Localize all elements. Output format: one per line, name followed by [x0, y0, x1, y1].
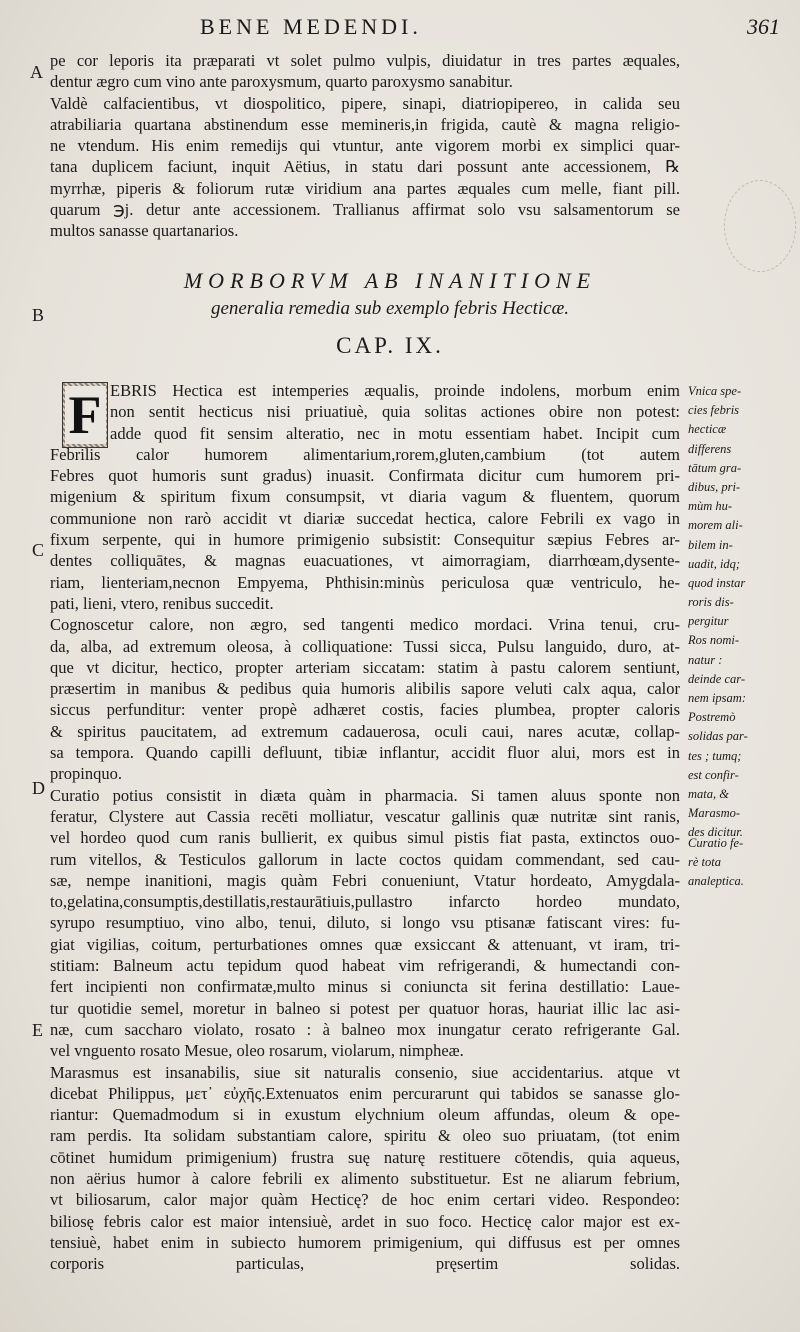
sidenote-line: tātum gra-: [688, 460, 742, 475]
sidenote-line: mùm hu-: [688, 499, 733, 514]
text-line: Febrilis calor humorem alimentarium,rorem,gluten,cambium (tot autem: [50, 444, 680, 464]
sidenote-line: Ros nomi-: [688, 633, 740, 648]
text-line: atrabiliaria quartana abstinendum esse memineris,in frigida, cautè & magna religio-: [50, 114, 680, 134]
text-line: communione non rarò accidit vt diariæ succedat hectica, calore Febrili ex vago in: [50, 508, 680, 528]
text-line: Marasmus est insanabilis, siue sit naturalis consenio, siue accidentarius. atque vt: [50, 1062, 680, 1082]
text-line: pe cor leporis ita præparati vt solet pulmo vulpis, diuidatur in tres partes æquales,: [50, 51, 680, 70]
main-text: [50, 444, 680, 1296]
text-line: stitiam: Balneum actu tepidum quod habeat vim refrigerandi, & humectandi con-: [50, 956, 680, 976]
sidenote-line: dibus, pri-: [688, 479, 741, 494]
sidenote-line: bilem in-: [688, 537, 733, 552]
text-line: adde quod fit sensim alteratio, nec in motu essentiam habet. Incipit cum: [110, 423, 680, 443]
top-section: [50, 50, 680, 242]
text-line: myrrhæ, piperis & foliorum rutæ viridium ana partes æquales cum melle, fiant pill.: [50, 178, 680, 198]
sidenote-line: morem ali-: [688, 518, 743, 533]
margin-letter-d: D: [32, 778, 45, 798]
sidenote-line: Postremò: [688, 710, 736, 725]
text-line: tana duplicem faciunt, inquit Aëtius, in statu dari possunt ante accessionem, ℞: [50, 157, 680, 177]
text-line: [50, 1274, 680, 1295]
sidenote-line: Marasmo-: [688, 806, 741, 821]
margin-letter-a: A: [30, 62, 43, 82]
text-line: non sentit hecticus nisi priuatiuè, quia solitas actiones obire non potest:: [110, 402, 680, 422]
text-line: ne vtendum. His enim remedijs qui vtuntur, ante vigorem morbi ex simplici quar-: [50, 136, 680, 156]
sidenote-line: mata, &: [688, 786, 729, 801]
margin-letter-b: B: [32, 305, 45, 325]
sidenote-line: deinde car-: [688, 671, 746, 686]
text-line: tur quotidie semel, moretur in balneo si potest per quatuor horas, hauriat illic lac asi-: [50, 998, 680, 1018]
running-head: BENE MEDENDI.: [200, 14, 422, 39]
sidenote-line: nem ipsam:: [688, 691, 746, 705]
text-line: feratur, Clystere aut Cassia recēti molliatur, vescatur gallinis quæ nutritæ sint ranis,: [50, 806, 680, 826]
sidenote-line: cies febris: [688, 403, 740, 418]
text-line: cōtinet humidum primigenium) frustra suę naturę restituere cōtendis, quia aqueus,: [50, 1147, 680, 1167]
text-line: siccus perfunditur: venter propè adhæret costis, facies plumbea, propter caloris: [50, 700, 680, 720]
sidenote-line: analeptica.: [688, 874, 744, 889]
text-line: migenium & spiritum fixum consumpsit, vt diaria vagum & fluentem, quorum: [50, 487, 680, 507]
sidenote-line: rè tota: [688, 855, 721, 870]
text-line: Curatio potius consistit in diæta quàm in pharmacia. Si tamen aluus sponte non: [50, 785, 680, 805]
text-line: biliosę febris calor est maior intensiuè, ardet in suo foco. Hecticę calor major est ex-: [50, 1211, 680, 1231]
text-line: multos sanasse quartanarios.: [50, 221, 239, 241]
margin-letter-c: C: [32, 540, 45, 560]
marginal-note-hectica: [688, 382, 798, 843]
text-line: præsertim in manibus & pedibus quia humoris alibilis sapore veluti calx aqua, calor: [50, 679, 680, 699]
section-subtitle: generalia remedia sub exemplo febris Hecticæ.: [210, 298, 570, 319]
chapter-heading: CAP. IX.: [336, 333, 444, 358]
sidenote-line: Curatio fe-: [688, 836, 744, 850]
text-line: fixum serpente, qui in humore primigenio subsistit: Consequitur sæpius Febres ar-: [50, 530, 680, 550]
text-line: riantur: Quemadmodum si in exustum elychnium oleum affundas, oleum & ope-: [50, 1105, 680, 1125]
sidenote-line: est confir-: [688, 767, 739, 782]
sidenote-line: roris dis-: [688, 595, 734, 610]
text-line: Valdè calfacientibus, vt diospolitico, pipere, sinapi, diatriopipereo, in calida seu: [50, 93, 680, 113]
text-line: vt biliosarum, calor major quàm Hecticę? de hoc enim certari video. Respondeo:: [50, 1190, 680, 1210]
text-line: tensiuè, habet enim in subiecto humorem primigenium, qui diffusus est per omnes: [50, 1232, 680, 1252]
page-number: 361: [747, 14, 780, 39]
text-line: sæ, nempe inanitioni, magis quàm Febri conueniunt, Vtatur hordeato, Amygdala-: [50, 870, 680, 890]
main-text-indented: [110, 380, 680, 444]
text-line: corporis particulas, pręsertim solidas.: [50, 1254, 680, 1274]
text-line: dentur ægro cum vino ante paroxysmum, quarto paroxysmo sanabitur.: [50, 72, 513, 92]
decorated-initial: [62, 382, 108, 448]
sidenote-line: differens: [688, 441, 732, 456]
section-title: MORBORVM AB INANITIONE: [183, 268, 597, 293]
sidenote-line: hecticæ: [688, 422, 727, 437]
page-header: [200, 14, 780, 44]
sidenote-line: solidas par-: [688, 729, 748, 744]
text-line: næ, cum saccharo violato, rosato : à balneo mox inungatur cerato refrigerante Gal.: [50, 1019, 680, 1039]
text-line: EBRIS Hectica est intemperies æqualis, proinde indolens, morbum enim: [110, 381, 680, 400]
text-line: pati, lieni, vtero, renibus succedit.: [50, 593, 274, 613]
sidenote-line: tes ; tumq;: [688, 748, 742, 763]
sidenote-line: natur :: [688, 652, 723, 667]
text-line: propinquo.: [50, 764, 122, 784]
text-line: syrupo resumptiuo, vino albo, tenui, diluto, si longo vsu ptisanæ fatiscant vires: fu-: [50, 913, 680, 933]
text-line: quarum ℈j. detur ante accessionem. Trallianus affirmat solo vsu salsamentorum se: [50, 200, 680, 220]
initial-letter: F: [65, 386, 106, 444]
marginal-note-curatio: [688, 834, 798, 892]
text-line: riam, lienteriam,necnon Empyema, Phthisin:minùs periculosa quæ ventriculo, he-: [50, 572, 680, 592]
text-line: dentes colliquātes, & magnas euacuationes, vt aimorragiam, diarrhœam,dysente-: [50, 551, 680, 571]
text-line: giat vigilias, coitum, perturbationes omnes quæ exsiccant & attenuant, vt iram, tri-: [50, 934, 680, 954]
sidenote-line: uadit, idq;: [688, 556, 741, 571]
text-line: rum vitellos, & Testiculos gallorum in lacte coctos quidam commendant, sed cau-: [50, 849, 680, 869]
text-line: fert incipienti non confirmatæ,multo minus si coniuncta sit ferina destillatio: Laue-: [50, 977, 680, 997]
text-line: vel hordeo quod cum ranis bullierit, ex quibus simul pistis fiat pasta, extinctos ouo-: [50, 828, 680, 848]
text-line: dicebat Philippus, μετ᾽ εὐχῆς.Extenuatos enim percurarunt qui tabidos se sanasse glo-: [50, 1083, 680, 1103]
text-line: ram perdis. Ita solidam substantiam calore, spiritu & oleo suo priuatam, (tot enim: [50, 1126, 680, 1146]
text-line: to,gelatina,consumptis,destillatis,restaurātiuis,pullastro infarcto hordeo mundato,: [50, 892, 680, 912]
sidenote-line: pergitur: [688, 614, 729, 629]
sidenote-line: des dicitur.: [688, 825, 743, 840]
text-line: vel vnguento rosato Mesue, oleo rosarum, violarum, nimpheæ.: [50, 1041, 464, 1061]
margin-letter-e: E: [32, 1020, 43, 1040]
text-line: sa tempora. Quando capilli defluunt, tibiæ inflantur, accidit fluor alui, mors est in: [50, 743, 680, 763]
text-line: & spiritus paucitatem, ad extremum cadauerosa, oculi caui, nares acutæ, collap-: [50, 721, 680, 741]
sidenote-line: quod instar: [688, 575, 746, 590]
text-line: Febres quot humoris sunt gradus) inuasit. Confirmata dicitur cum humorem pri-: [50, 466, 680, 486]
text-line: Cognoscetur calore, non ægro, sed tangenti medico mordaci. Vrina tenui, cru-: [50, 615, 680, 635]
sidenote-line: Vnica spe-: [688, 384, 742, 398]
text-line: non aërius humor à calore febrili ex alimento substituetur. Est ne aliarum febrium,: [50, 1168, 680, 1188]
text-line: que vt dicitur, hectico, propter arteriam siccatam: statim à pastu calorem sentiunt,: [50, 657, 680, 677]
ink-bleed-through: [724, 180, 796, 272]
text-line: da, alba, ad extremum oleosa, à colliquatione: Tussi sicca, Pulsu languido, duro, at-: [50, 636, 680, 656]
